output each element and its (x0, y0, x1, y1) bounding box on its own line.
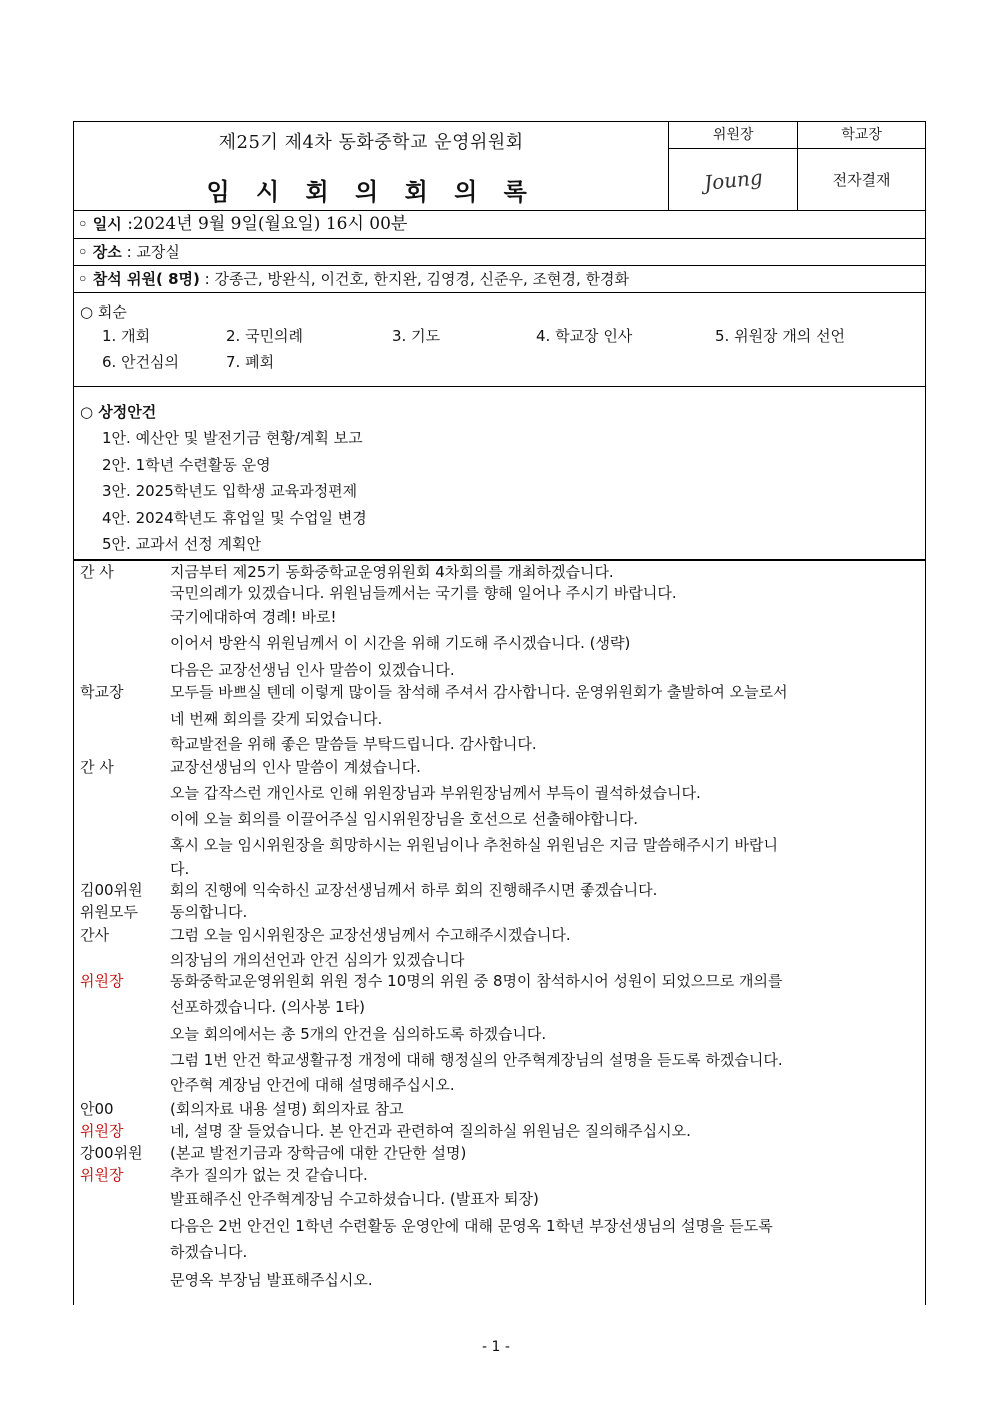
speech-text: 동화중학교운영위원회 위원 정수 10명의 위원 중 8명이 참석하시어 성원이 되었으므로 개의를 (170, 972, 783, 990)
speech-text: 오늘 회의에서는 총 5개의 안건을 심의하도록 하겠습니다. (170, 1025, 547, 1043)
speech-text: 하겠습니다. (170, 1243, 248, 1261)
speech-text: 오늘 갑작스런 개인사로 인해 위원장님과 부위원장님께서 부득이 궐석하셨습니다. (170, 784, 701, 802)
document-title: 임 시 회 의 회 의 록 (206, 177, 536, 206)
speech-text: 의장님의 개의선언과 안건 심의가 있겠습니다 (170, 951, 465, 969)
speech-text: 학교발전을 위해 좋은 말씀들 부탁드립니다. 감사합니다. (170, 735, 537, 753)
title-block (74, 122, 925, 211)
agenda-list (74, 387, 925, 560)
attendees-label: ◦ 참석 위원( 8명) (78, 270, 200, 288)
speech-text: 발표해주신 안주혁계장님 수고하셨습니다. (발표자 퇴장) (170, 1190, 539, 1208)
order-item: 3. 기도 (392, 327, 441, 345)
speaker-label: 안00 (80, 1100, 114, 1118)
title-area (74, 122, 669, 210)
speaker-label: 위원장 (80, 972, 124, 990)
speech-text: 문영옥 부장님 발표해주십시오. (170, 1271, 373, 1289)
agenda-item: 4안. 2024학년도 휴업일 및 수업일 변경 (102, 508, 367, 527)
order-item: 1. 개회 (102, 327, 151, 345)
agenda-item: 3안. 2025학년도 입학생 교육과정편제 (102, 482, 358, 500)
order-item: 5. 위원장 개의 선언 (715, 327, 846, 345)
minutes-transcript (73, 551, 926, 1305)
principal-label: 학교장 (798, 122, 925, 149)
minutes-header-frame (73, 121, 926, 561)
electronic-approval: 전자결재 (832, 171, 891, 189)
date-row (74, 211, 925, 239)
attendees-row (74, 266, 925, 293)
speaker-label: 학교장 (80, 683, 124, 701)
agenda-item: 5안. 교과서 선정 계획안 (102, 535, 262, 553)
speaker-label: 위원장 (80, 1122, 124, 1140)
date-label: ◦ 일시 (78, 215, 122, 233)
meeting-subtitle: 제25기 제4차 동화중학교 운영위원회 (218, 132, 524, 153)
speaker-label: 간 사 (80, 758, 114, 776)
speech-text: (회의자료 내용 설명) 회의자료 참고 (170, 1100, 404, 1118)
agenda-item: 2안. 1학년 수련활동 운영 (102, 455, 271, 474)
place-value: : 교장실 (121, 243, 180, 261)
date-value: :2024년 9월 9일(월요일) 16시 00분 (121, 214, 408, 234)
speech-text: 이에 오늘 회의를 이끌어주실 임시위원장님을 호선으로 선출해야합니다. (170, 810, 639, 828)
speech-text: 국민의례가 있겠습니다. 위원님들께서는 국기를 향해 일어나 주시기 바랍니다. (170, 584, 677, 602)
speech-text: 추가 질의가 없는 것 같습니다. (170, 1166, 368, 1184)
speaker-label: 김00위원 (80, 881, 143, 899)
page-number: - 1 - (482, 1339, 510, 1355)
meeting-order (74, 293, 925, 379)
order-item: 7. 폐회 (226, 353, 275, 371)
speech-text: 모두들 바쁘실 텐데 이렇게 많이들 참석해 주셔서 감사합니다. 운영위원회가 출발하여 오늘로서 (170, 683, 788, 701)
speech-text: 안주혁 계장님 안건에 대해 설명해주십시오. (170, 1076, 455, 1094)
speech-text: 동의합니다. (170, 903, 248, 921)
speech-text: 다. (170, 860, 190, 878)
speaker-label: 간 사 (80, 563, 114, 581)
speech-text: 회의 진행에 익숙하신 교장선생님께서 하루 회의 진행해주시면 좋겠습니다. (170, 881, 658, 899)
chair-signature: Joung (702, 164, 764, 195)
place-label: ◦ 장소 (78, 243, 122, 261)
order-item: 4. 학교장 인사 (536, 327, 633, 345)
speaker-label: 위원모두 (80, 903, 138, 921)
chair-label: 위원장 (669, 122, 797, 149)
speech-text: 그럼 1번 안건 학교생활규정 개정에 대해 행정실의 안주혁계장님의 설명을 듣도록 하겠습니다. (170, 1051, 783, 1069)
agenda-title: ○ 상정안건 (80, 403, 157, 421)
speech-text: 지금부터 제25기 동화중학교운영위원회 4차회의를 개최하겠습니다. (170, 563, 614, 581)
attendees-value: : 강종근, 방완식, 이건호, 한지완, 김영경, 신준우, 조현경, 한경화 (199, 270, 629, 288)
speech-text: 다음은 교장선생님 인사 말씀이 있겠습니다. (170, 661, 455, 679)
chair-signature-box (669, 122, 798, 210)
order-title: ○ 회순 (80, 303, 127, 321)
speech-text: 혹시 오늘 임시위원장을 희망하시는 위원님이나 추천하실 위원님은 지금 말씀해주시기 바랍니 (170, 836, 779, 854)
place-row (74, 239, 925, 266)
speech-text: 선포하겠습니다. (의사봉 1타) (170, 998, 365, 1016)
speech-text: 다음은 2번 안건인 1학년 수련활동 운영안에 대해 문영옥 1학년 부장선생님의 설명을 듣도록 (170, 1217, 773, 1235)
speech-text: 국기에대하여 경례! 바로! (170, 608, 337, 626)
order-item: 6. 안건심의 (102, 353, 180, 371)
order-item: 2. 국민의례 (226, 327, 304, 345)
speaker-label: 강00위원 (80, 1144, 143, 1162)
speech-text: 이어서 방완식 위원님께서 이 시간을 위해 기도해 주시겠습니다. (생략) (170, 634, 631, 652)
speech-text: (본교 발전기금과 장학금에 대한 간단한 설명) (170, 1144, 467, 1162)
speech-text: 그럼 오늘 임시위원장은 교장선생님께서 수고해주시겠습니다. (170, 926, 571, 944)
principal-approval-box (798, 122, 925, 210)
agenda-item: 1안. 예산안 및 발전기금 현황/계획 보고 (102, 429, 363, 447)
speech-text: 교장선생님의 인사 말씀이 계셨습니다. (170, 758, 421, 776)
speaker-label: 위원장 (80, 1166, 124, 1184)
speech-text: 네, 설명 잘 들었습니다. 본 안건과 관련하여 질의하실 위원님은 질의해주십시오. (170, 1122, 691, 1140)
speech-text: 네 번째 회의를 갖게 되었습니다. (170, 710, 383, 728)
speaker-label: 간사 (80, 926, 109, 944)
